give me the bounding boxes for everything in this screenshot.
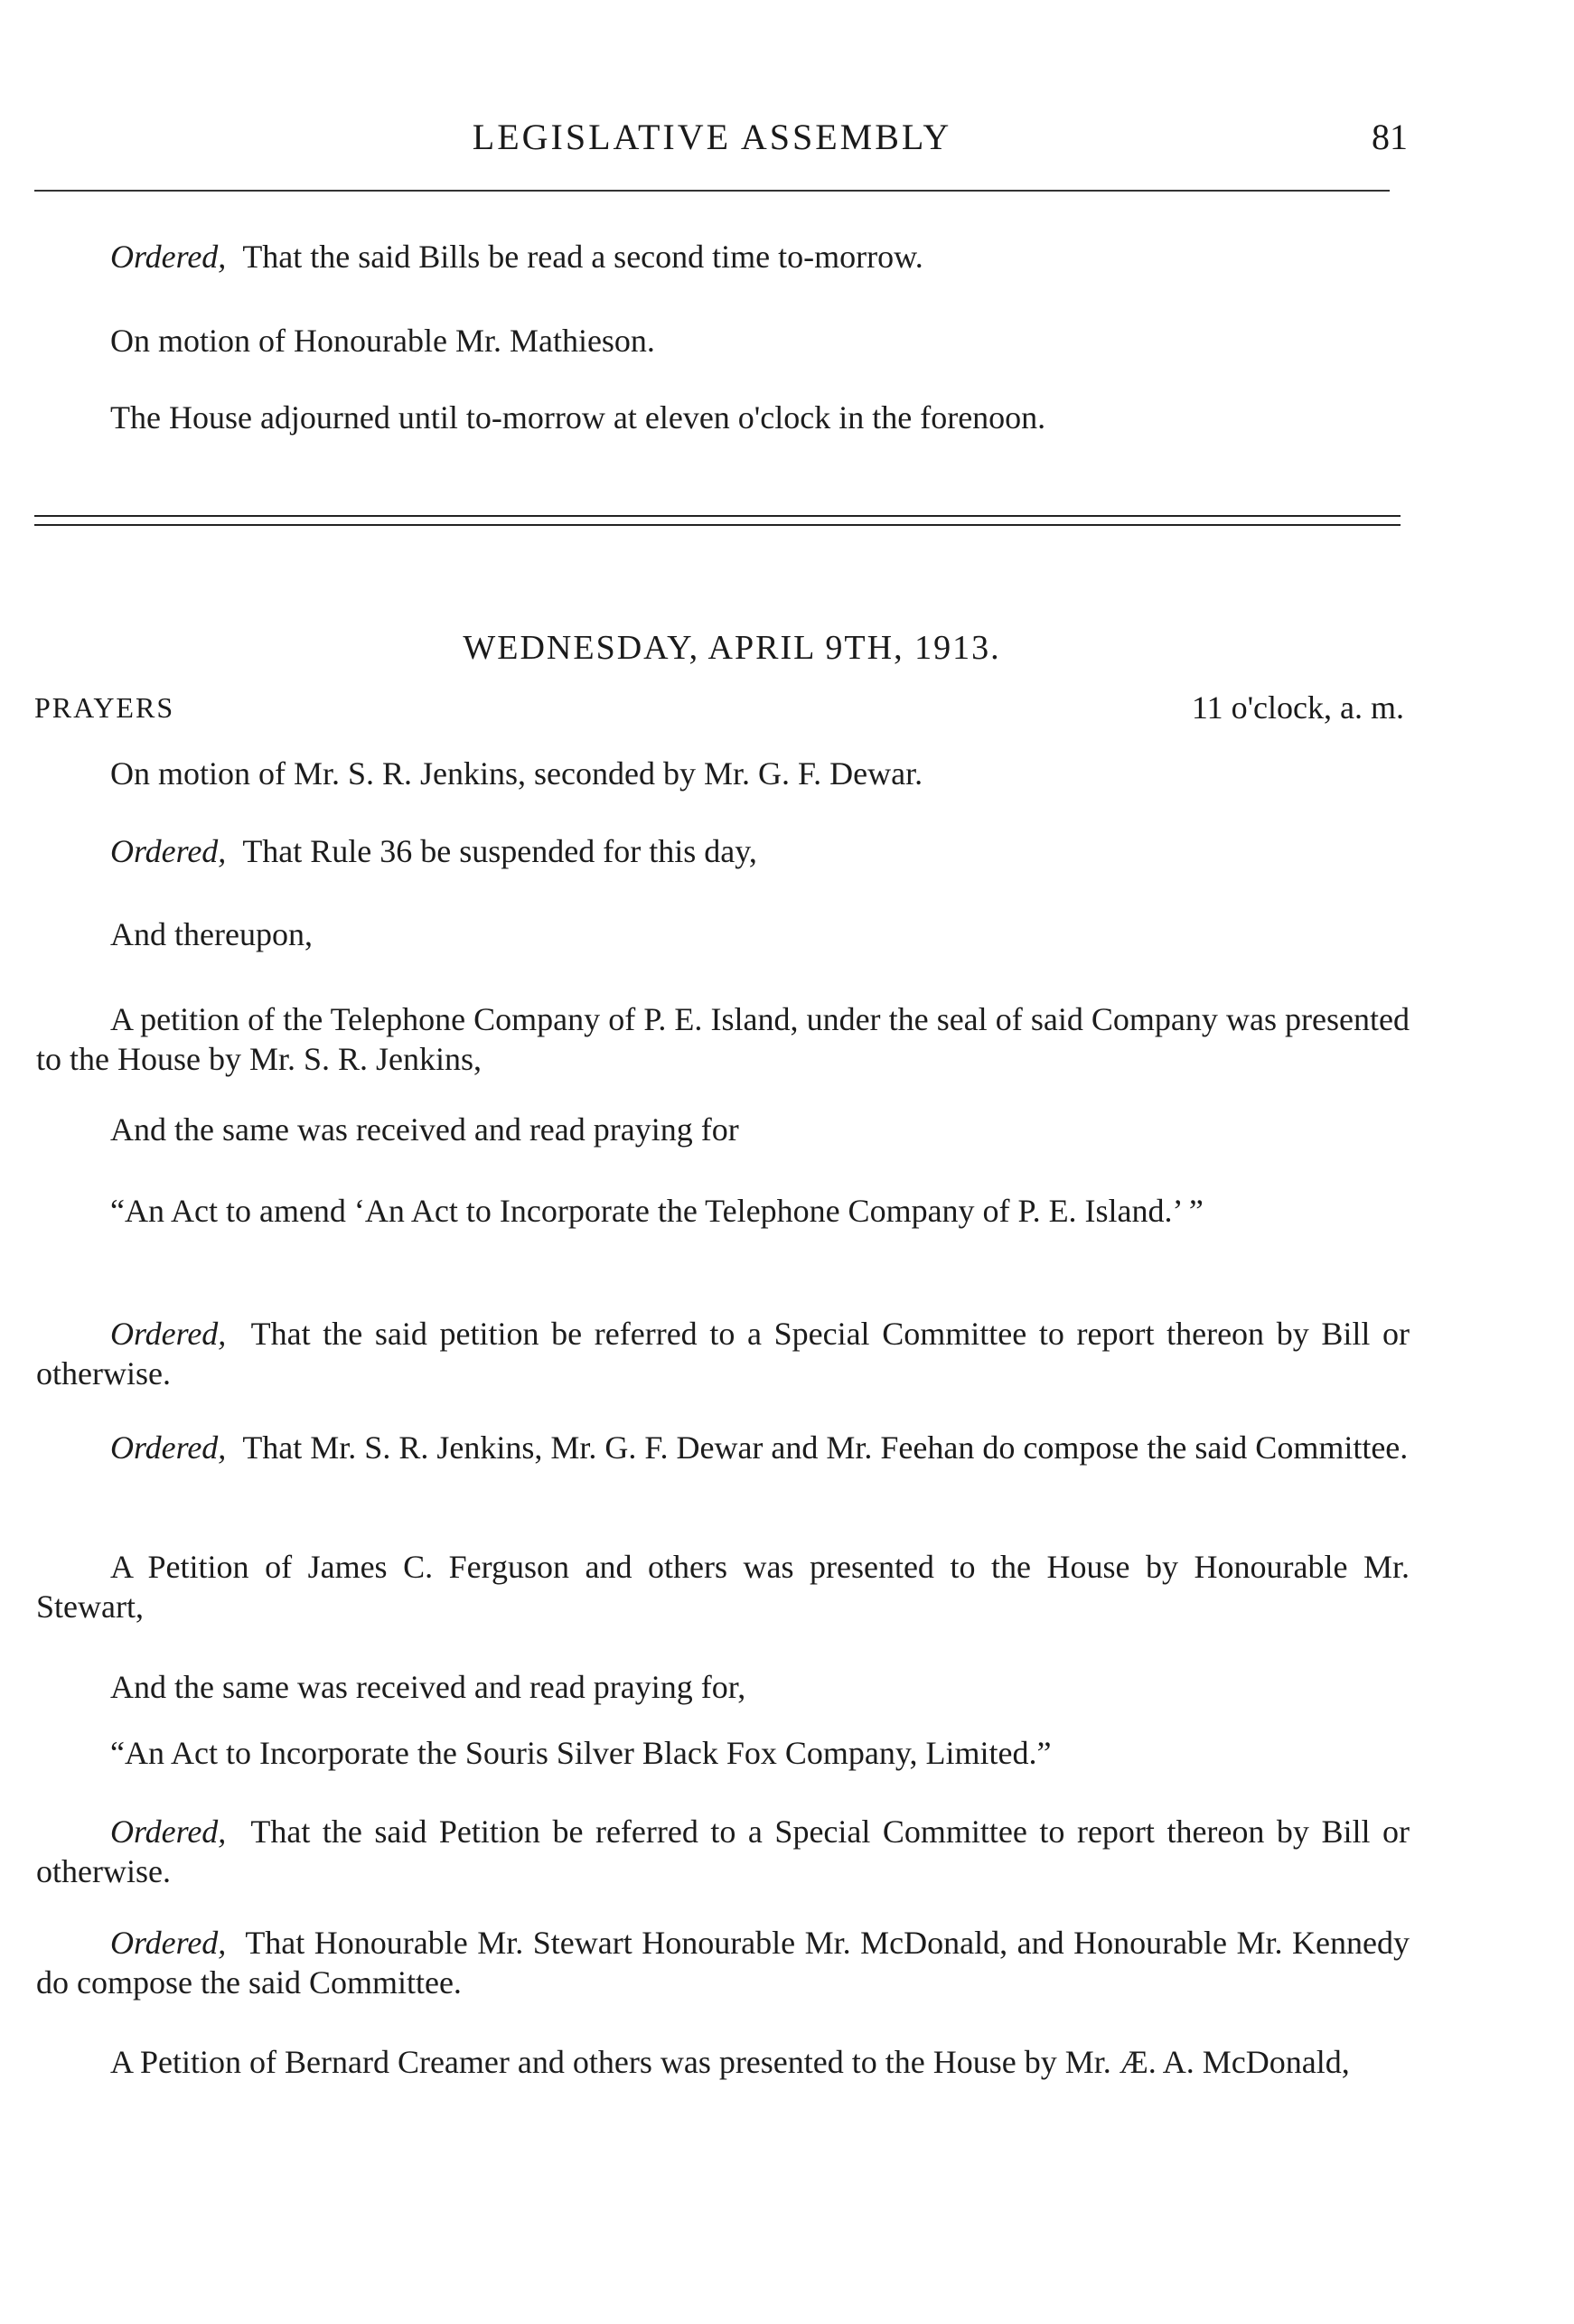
telephone-act-title bbox=[36, 1191, 1410, 1231]
paragraph-text: And the same was received and read praying for bbox=[110, 1111, 739, 1148]
ordered-referred-souris-paragraph bbox=[36, 1812, 1410, 1891]
ordered-bills-paragraph bbox=[36, 237, 1410, 276]
sitting-date: WEDNESDAY, APRIL 9TH, 1913. bbox=[463, 629, 1001, 667]
thereupon-paragraph bbox=[36, 914, 1410, 954]
paragraph-text: “An Act to amend ‘An Act to Incorporate the Telephone Company of P. E. Island.’ ” bbox=[110, 1193, 1204, 1229]
page-number: 81 bbox=[1372, 117, 1408, 157]
paragraph-text: That Rule 36 be suspended for this day, bbox=[242, 833, 757, 869]
ordered-committee-souris-paragraph bbox=[36, 1923, 1410, 2002]
motion-jenkins-paragraph bbox=[36, 754, 1410, 793]
ordered-committee-telephone-paragraph bbox=[36, 1428, 1410, 1467]
ferguson-petition-paragraph bbox=[36, 1547, 1410, 1626]
paragraph-text: That Honourable Mr. Stewart Honourable Mr. McDonald, and Honourable Mr. Kennedy do compose the said Committee. bbox=[36, 1925, 1410, 2001]
paragraph-text: “An Act to Incorporate the Souris Silver Black Fox Company, Limited.” bbox=[110, 1735, 1052, 1771]
paragraph-text: A petition of the Telephone Company of P. E. Island, under the seal of said Company was presented to the House by Mr. S. R. Jenkins, bbox=[36, 1001, 1410, 1077]
paragraph-text: That Mr. S. R. Jenkins, Mr. G. F. Dewar and Mr. Feehan do compose the said Committee. bbox=[242, 1429, 1409, 1466]
souris-fox-act-title bbox=[36, 1733, 1410, 1773]
received-read-for-paragraph bbox=[36, 1667, 1410, 1707]
running-head bbox=[34, 116, 1408, 170]
paragraph-text: A Petition of Bernard Creamer and others was presented to the House by Mr. Æ. A. McDonald, bbox=[110, 2044, 1350, 2080]
ordered-label: Ordered, bbox=[110, 1925, 227, 1961]
motion-mathieson-paragraph bbox=[36, 321, 1410, 361]
received-read-paragraph bbox=[36, 1110, 1410, 1149]
ordered-label: Ordered, bbox=[110, 1429, 227, 1466]
paragraph-text: That the said Bills be read a second time to-morrow. bbox=[242, 239, 923, 275]
paragraph-text: A Petition of James C. Ferguson and others was presented to the House by Honourable Mr. Stewart, bbox=[36, 1549, 1410, 1625]
sitting-time: 11 o'clock, a. m. bbox=[1191, 689, 1404, 726]
creamer-petition-paragraph bbox=[36, 2042, 1410, 2082]
running-title: LEGISLATIVE ASSEMBLY bbox=[472, 117, 952, 157]
ordered-referred-telephone-paragraph bbox=[36, 1314, 1410, 1393]
adjournment-paragraph bbox=[36, 398, 1410, 437]
section-divider bbox=[34, 515, 1401, 526]
paragraph-text: And thereupon, bbox=[110, 916, 313, 952]
telephone-petition-paragraph bbox=[36, 999, 1410, 1079]
ordered-label: Ordered, bbox=[110, 1316, 227, 1352]
ordered-label: Ordered, bbox=[110, 1813, 227, 1850]
prayers-label: PRAYERS bbox=[34, 691, 175, 724]
paragraph-text: That the said petition be referred to a Special Committee to report thereon by Bill or otherwise. bbox=[36, 1316, 1410, 1392]
paragraph-text: And the same was received and read praying for, bbox=[110, 1669, 746, 1705]
ordered-label: Ordered, bbox=[110, 239, 227, 275]
paragraph-text: On motion of Honourable Mr. Mathieson. bbox=[110, 323, 655, 359]
ordered-rule-paragraph bbox=[36, 831, 1410, 871]
header-rule bbox=[34, 190, 1390, 192]
ordered-label: Ordered, bbox=[110, 833, 227, 869]
paragraph-text: On motion of Mr. S. R. Jenkins, seconded by Mr. G. F. Dewar. bbox=[110, 755, 923, 792]
paragraph-text: That the said Petition be referred to a Special Committee to report thereon by Bill or otherwise. bbox=[36, 1813, 1410, 1889]
paragraph-text: The House adjourned until to-morrow at eleven o'clock in the forenoon. bbox=[110, 399, 1046, 436]
